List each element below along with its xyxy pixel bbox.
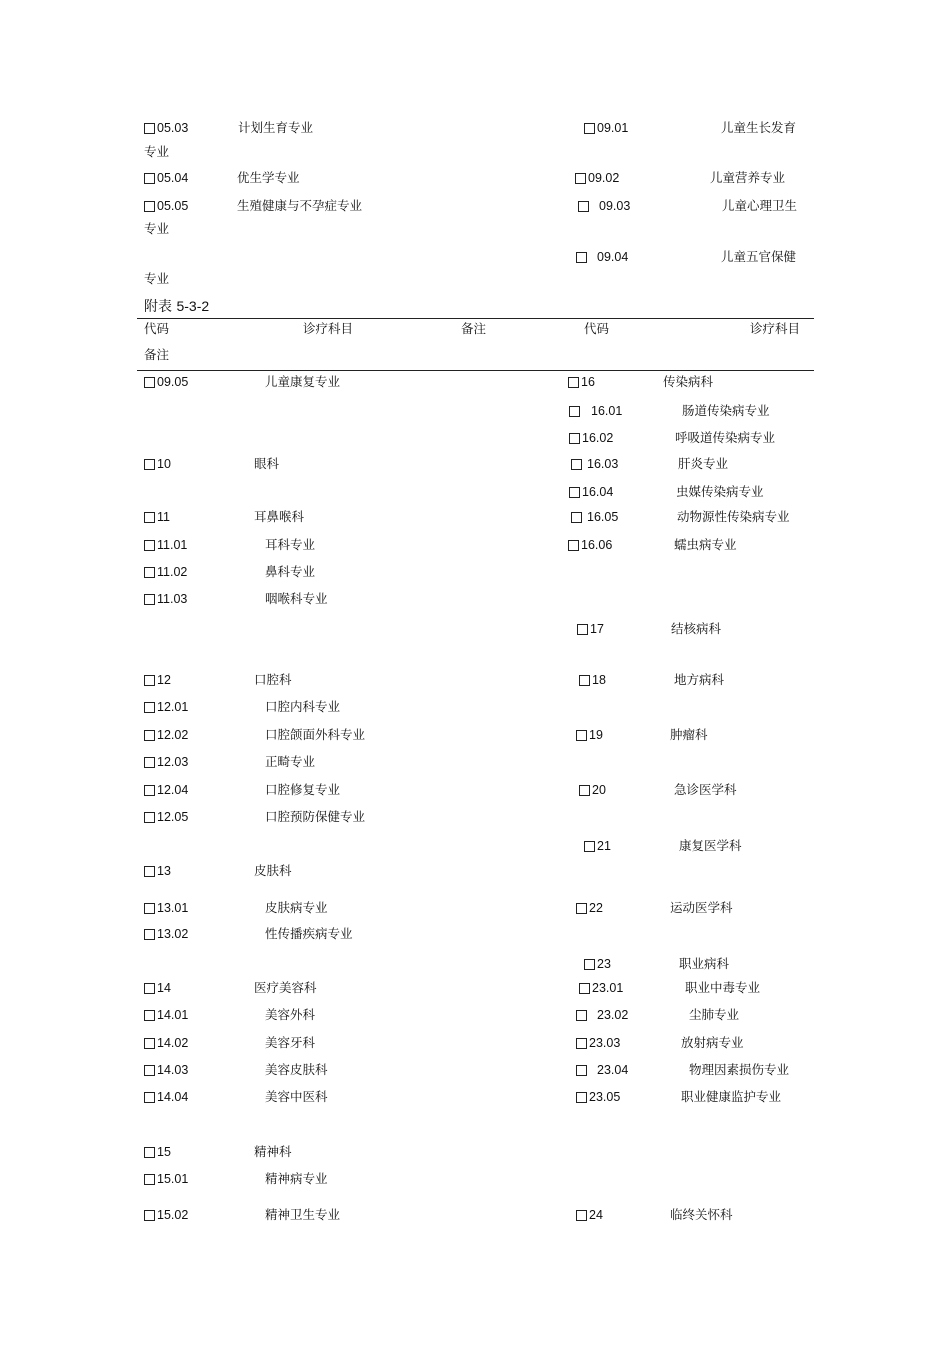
checkbox-item[interactable]: [576, 900, 603, 916]
item-name: 康复医学科: [679, 838, 742, 853]
checkbox-item[interactable]: [577, 621, 604, 637]
checkbox-item[interactable]: [144, 727, 188, 743]
checkbox-item[interactable]: [576, 249, 628, 265]
checkbox[interactable]: [571, 512, 582, 523]
item-name: 耳鼻喉科: [254, 509, 305, 524]
checkbox[interactable]: [144, 1092, 155, 1103]
caption-prefix: 附表: [144, 299, 172, 315]
item-name: 口腔内科专业: [265, 699, 341, 714]
item-name: 儿童生长发育: [721, 120, 797, 135]
checkbox-item[interactable]: [144, 509, 170, 525]
item-name: 皮肤科: [254, 863, 292, 878]
item-code: 18: [592, 673, 606, 687]
item-code: 11.02: [157, 565, 188, 579]
checkbox-item[interactable]: [144, 456, 171, 472]
checkbox-item[interactable]: [144, 809, 188, 825]
item-name: 肝炎专业: [678, 456, 729, 471]
checkbox[interactable]: [144, 123, 155, 134]
wrapped-text: 专业: [144, 144, 170, 159]
item-name: 地方病科: [674, 672, 725, 687]
item-code: 16: [581, 375, 595, 389]
item-code: 16.02: [582, 431, 614, 445]
checkbox-item[interactable]: [576, 1035, 620, 1051]
checkbox-item[interactable]: [144, 1207, 188, 1223]
checkbox[interactable]: [144, 459, 155, 470]
checkbox-item[interactable]: [579, 980, 623, 996]
item-name: 生殖健康与不孕症专业: [237, 198, 363, 213]
checkbox-item[interactable]: [144, 198, 188, 214]
checkbox-item[interactable]: [144, 699, 188, 715]
checkbox[interactable]: [584, 841, 595, 852]
item-code: 12: [157, 673, 171, 687]
checkbox[interactable]: [576, 1038, 587, 1049]
item-code: 12.02: [157, 728, 189, 742]
caption-number: 5-3-2: [176, 298, 210, 314]
item-code: 16.01: [591, 404, 623, 418]
checkbox[interactable]: [575, 173, 586, 184]
item-code: 14.01: [157, 1008, 189, 1022]
checkbox[interactable]: [144, 812, 155, 823]
item-name: 美容中医科: [265, 1089, 328, 1104]
item-code: 23.04: [597, 1063, 629, 1077]
checkbox[interactable]: [584, 123, 595, 134]
checkbox[interactable]: [576, 252, 587, 263]
item-code: 17: [590, 622, 604, 636]
item-name: 儿童康复专业: [265, 374, 341, 389]
item-name: 皮肤病专业: [265, 900, 328, 915]
item-code: 12.03: [157, 755, 189, 769]
checkbox-item[interactable]: [144, 170, 188, 186]
checkbox[interactable]: [568, 540, 579, 551]
table-caption: [144, 297, 209, 316]
item-name: 眼科: [254, 456, 280, 471]
item-code: 09.02: [588, 171, 620, 185]
checkbox[interactable]: [576, 1010, 587, 1021]
checkbox-item[interactable]: [144, 1007, 188, 1023]
item-code: 16.03: [587, 457, 619, 471]
checkbox-item[interactable]: [144, 1089, 188, 1105]
checkbox[interactable]: [576, 903, 587, 914]
checkbox[interactable]: [144, 675, 155, 686]
checkbox[interactable]: [144, 1210, 155, 1221]
item-code: 22: [589, 901, 603, 915]
item-name: 精神病专业: [265, 1171, 328, 1186]
item-name: 口腔修复专业: [265, 782, 341, 797]
item-name: 精神科: [254, 1144, 292, 1159]
checkbox-item[interactable]: [144, 980, 171, 996]
item-name: 美容皮肤科: [265, 1062, 328, 1077]
checkbox[interactable]: [144, 702, 155, 713]
checkbox-item[interactable]: [144, 1062, 188, 1078]
checkbox-item[interactable]: [578, 198, 630, 214]
checkbox-item[interactable]: [575, 170, 619, 186]
checkbox[interactable]: [144, 785, 155, 796]
checkbox[interactable]: [584, 959, 595, 970]
checkbox-item[interactable]: [144, 900, 188, 916]
checkbox-item[interactable]: [144, 1171, 188, 1187]
item-code: 12.04: [157, 783, 189, 797]
checkbox[interactable]: [568, 377, 579, 388]
checkbox[interactable]: [144, 594, 155, 605]
checkbox-item[interactable]: [576, 727, 603, 743]
checkbox-item[interactable]: [579, 782, 606, 798]
item-name: 口腔科: [254, 672, 292, 687]
checkbox[interactable]: [578, 201, 589, 212]
item-name: 口腔预防保健专业: [265, 809, 366, 824]
checkbox[interactable]: [576, 1065, 587, 1076]
item-code: 09.05: [157, 375, 189, 389]
checkbox-item[interactable]: [584, 120, 628, 136]
item-code: 23.03: [589, 1036, 621, 1050]
header-remark-wrap: 备注: [144, 347, 170, 362]
item-name: 职业中毒专业: [685, 980, 761, 995]
item-code: 16.04: [582, 485, 614, 499]
item-name: 虫媒传染病专业: [676, 484, 764, 499]
checkbox-item[interactable]: [571, 509, 618, 525]
item-code: 13.02: [157, 927, 189, 941]
item-name: 肠道传染病专业: [682, 403, 770, 418]
checkbox-item[interactable]: [568, 374, 595, 390]
checkbox-item[interactable]: [144, 926, 188, 942]
item-code: 15.02: [157, 1208, 189, 1222]
checkbox-item[interactable]: [144, 1035, 188, 1051]
item-code: 13: [157, 864, 171, 878]
item-name: 咽喉科专业: [265, 591, 328, 606]
checkbox-item[interactable]: [144, 863, 171, 879]
item-name: 优生学专业: [237, 170, 300, 185]
header-code-right: 代码: [584, 321, 610, 336]
checkbox-item[interactable]: [576, 1207, 603, 1223]
item-code: 23.01: [592, 981, 624, 995]
checkbox[interactable]: [579, 785, 590, 796]
item-name: 职业健康监护专业: [681, 1089, 782, 1104]
item-name: 正畸专业: [265, 754, 316, 769]
item-name: 动物源性传染病专业: [677, 509, 790, 524]
item-code: 14.04: [157, 1090, 189, 1104]
item-code: 16.05: [587, 510, 619, 524]
item-code: 15: [157, 1145, 171, 1159]
item-name: 结核病科: [671, 621, 722, 636]
checkbox-item[interactable]: [576, 1089, 620, 1105]
checkbox[interactable]: [144, 201, 155, 212]
checkbox[interactable]: [144, 540, 155, 551]
item-name: 运动医学科: [670, 900, 733, 915]
item-code: 12.05: [157, 810, 189, 824]
item-name: 物理因素损伤专业: [689, 1062, 790, 1077]
checkbox[interactable]: [144, 1174, 155, 1185]
checkbox[interactable]: [579, 675, 590, 686]
checkbox[interactable]: [576, 1210, 587, 1221]
item-name: 鼻科专业: [265, 564, 316, 579]
item-code: 10: [157, 457, 171, 471]
item-code: 05.05: [157, 199, 189, 213]
checkbox[interactable]: [579, 983, 590, 994]
item-name: 性传播疾病专业: [265, 926, 353, 941]
checkbox-item[interactable]: [144, 1144, 171, 1160]
item-code: 13.01: [157, 901, 189, 915]
item-code: 09.04: [597, 250, 629, 264]
item-name: 放射病专业: [681, 1035, 744, 1050]
checkbox-item[interactable]: [144, 754, 188, 770]
item-name: 蠕虫病专业: [674, 537, 737, 552]
item-name: 精神卫生专业: [265, 1207, 341, 1222]
checkbox-item[interactable]: [576, 1007, 628, 1023]
checkbox-item[interactable]: [144, 564, 187, 580]
item-code: 23.05: [589, 1090, 621, 1104]
checkbox-item[interactable]: [576, 1062, 628, 1078]
item-name: 急诊医学科: [674, 782, 737, 797]
item-name: 临终关怀科: [670, 1207, 733, 1222]
item-name: 儿童心理卫生: [722, 198, 798, 213]
item-name: 计划生育专业: [238, 120, 314, 135]
item-name: 职业病科: [679, 956, 730, 971]
item-code: 23: [597, 957, 611, 971]
checkbox[interactable]: [569, 433, 580, 444]
item-code: 21: [597, 839, 611, 853]
checkbox[interactable]: [144, 866, 155, 877]
checkbox[interactable]: [144, 1038, 155, 1049]
checkbox[interactable]: [144, 567, 155, 578]
table-header-rule: [137, 370, 814, 371]
checkbox[interactable]: [144, 757, 155, 768]
checkbox-item[interactable]: [569, 484, 613, 500]
item-name: 美容牙科: [265, 1035, 316, 1050]
checkbox[interactable]: [144, 1065, 155, 1076]
item-code: 12.01: [157, 700, 189, 714]
item-name: 口腔颌面外科专业: [265, 727, 366, 742]
wrapped-text: 专业: [144, 221, 170, 236]
checkbox-item[interactable]: [144, 782, 188, 798]
header-code-left: 代码: [144, 321, 170, 336]
checkbox-item[interactable]: [579, 672, 606, 688]
checkbox[interactable]: [144, 983, 155, 994]
checkbox[interactable]: [144, 903, 155, 914]
checkbox-item[interactable]: [584, 956, 611, 972]
checkbox-item[interactable]: [571, 456, 618, 472]
checkbox[interactable]: [144, 377, 155, 388]
item-name: 尘肺专业: [689, 1007, 740, 1022]
checkbox-item[interactable]: [144, 672, 171, 688]
item-code: 15.01: [157, 1172, 189, 1186]
item-name: 儿童五官保健: [721, 249, 797, 264]
item-code: 05.03: [157, 121, 189, 135]
checkbox[interactable]: [144, 1147, 155, 1158]
checkbox[interactable]: [144, 730, 155, 741]
item-name: 美容外科: [265, 1007, 316, 1022]
item-code: 14: [157, 981, 171, 995]
checkbox-item[interactable]: [569, 430, 613, 446]
item-code: 14.03: [157, 1063, 189, 1077]
checkbox-item[interactable]: [569, 403, 622, 419]
item-code: 11.01: [157, 538, 188, 552]
checkbox[interactable]: [144, 929, 155, 940]
item-name: 耳科专业: [265, 537, 316, 552]
checkbox[interactable]: [569, 487, 580, 498]
item-code: 23.02: [597, 1008, 629, 1022]
item-code: 11.03: [157, 592, 188, 606]
checkbox[interactable]: [569, 406, 580, 417]
item-code: 16.06: [581, 538, 613, 552]
header-subject-right: 诊疗科目: [750, 321, 801, 336]
checkbox[interactable]: [576, 730, 587, 741]
checkbox-item[interactable]: [584, 838, 611, 854]
header-remark-left: 备注: [461, 321, 487, 336]
item-name: 肿瘤科: [670, 727, 708, 742]
item-name: 呼吸道传染病专业: [675, 430, 776, 445]
item-code: 11: [157, 510, 170, 524]
item-code: 19: [589, 728, 603, 742]
checkbox-item[interactable]: [144, 537, 187, 553]
item-code: 05.04: [157, 171, 189, 185]
item-code: 09.03: [599, 199, 631, 213]
checkbox[interactable]: [144, 512, 155, 523]
checkbox[interactable]: [571, 459, 582, 470]
item-code: 20: [592, 783, 606, 797]
checkbox-item[interactable]: [144, 374, 188, 390]
wrapped-text: 专业: [144, 271, 170, 286]
checkbox[interactable]: [144, 1010, 155, 1021]
header-subject-left: 诊疗科目: [303, 321, 354, 336]
checkbox[interactable]: [577, 624, 588, 635]
item-name: 儿童营养专业: [710, 170, 786, 185]
table-top-rule: [137, 318, 814, 319]
item-name: 医疗美容科: [254, 980, 317, 995]
item-name: 传染病科: [663, 374, 714, 389]
item-code: 14.02: [157, 1036, 189, 1050]
checkbox-item[interactable]: [144, 120, 188, 136]
item-code: 24: [589, 1208, 603, 1222]
item-code: 09.01: [597, 121, 629, 135]
checkbox-item[interactable]: [144, 591, 187, 607]
checkbox[interactable]: [576, 1092, 587, 1103]
checkbox-item[interactable]: [568, 537, 612, 553]
checkbox[interactable]: [144, 173, 155, 184]
